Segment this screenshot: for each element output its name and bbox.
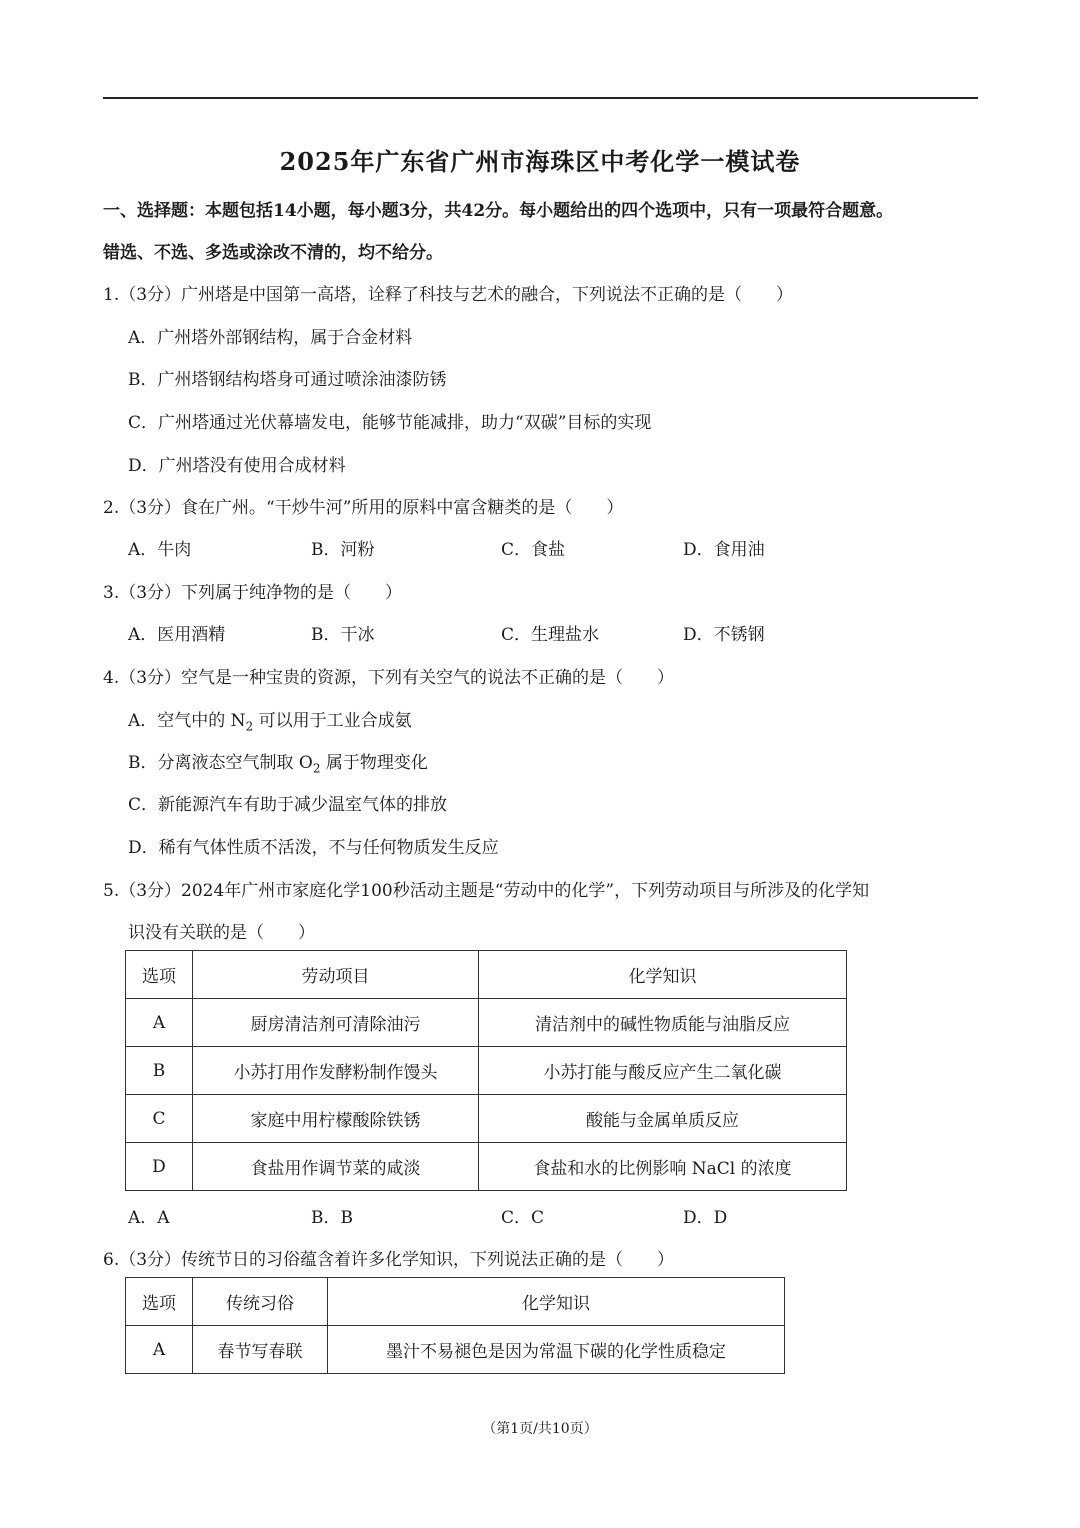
table-header-cell: 劳动项目 [193, 951, 479, 999]
table-cell: 食盐和水的比例影响 NaCl 的浓度 [479, 1143, 847, 1191]
question-3-option-b: B．干冰 [311, 625, 375, 645]
table-header-cell: 化学知识 [479, 951, 847, 999]
table-header-cell: 传统习俗 [193, 1278, 328, 1326]
table-cell: 春节写春联 [193, 1326, 328, 1374]
table-header-row [126, 951, 847, 999]
header-rule [103, 97, 978, 99]
table-cell: 清洁剂中的碱性物质能与油脂反应 [479, 999, 847, 1047]
question-2-option-c: C．食盐 [501, 540, 566, 560]
table-cell: C [126, 1095, 193, 1143]
table-row [126, 999, 847, 1047]
table-cell: 家庭中用柠檬酸除铁锈 [193, 1095, 479, 1143]
question-6-table [125, 1277, 785, 1374]
question-5-option-a: A．A [128, 1208, 170, 1228]
question-5-table [125, 950, 847, 1191]
question-1-option-b: B．广州塔钢结构塔身可通过喷涂油漆防锈 [128, 370, 447, 390]
question-3-option-c: C．生理盐水 [501, 625, 600, 645]
table-row [126, 1143, 847, 1191]
question-3-option-a: A．医用酒精 [128, 625, 226, 645]
question-2-stem: 2.（3分）食在广州。“干炒牛河”所用的原料中富含糖类的是（ ） [103, 498, 624, 518]
question-5-option-b: B．B [311, 1208, 353, 1228]
question-4-option-b: B．分离液态空气制取 $O_2$ 属于物理变化 [128, 753, 428, 776]
question-6-stem: 6.（3分）传统节日的习俗蕴含着许多化学知识，下列说法正确的是（ ） [103, 1250, 675, 1270]
question-5-stem-line1: 5.（3分）2024年广州市家庭化学100秒活动主题是“劳动中的化学”，下列劳动项目与所涉及的化学知 [103, 881, 870, 901]
question-2-option-b: B．河粉 [311, 540, 375, 560]
question-1-option-c: C．广州塔通过光伏幕墙发电，能够节能减排，助力“双碳”目标的实现 [128, 413, 652, 433]
table-header-cell: 化学知识 [328, 1278, 785, 1326]
table-row [126, 1095, 847, 1143]
question-2-option-d: D．食用油 [683, 540, 765, 560]
table-cell: 厨房清洁剂可清除油污 [193, 999, 479, 1047]
table-row [126, 1047, 847, 1095]
table-header-cell: 选项 [126, 951, 193, 999]
page-title: 2025年广东省广州市海珠区中考化学一模试卷 [279, 147, 801, 176]
question-5-option-d: D．D [683, 1208, 728, 1228]
question-1-stem: 1.（3分）广州塔是中国第一高塔，诠释了科技与艺术的融合，下列说法不正确的是（ ） [103, 285, 794, 305]
table-cell: 小苏打能与酸反应产生二氧化碳 [479, 1047, 847, 1095]
table-header-cell: 选项 [126, 1278, 193, 1326]
question-3-option-d: D．不锈钢 [683, 625, 765, 645]
table-cell: A [126, 999, 193, 1047]
table-cell: A [126, 1326, 193, 1374]
question-5-option-c: C．C [501, 1208, 545, 1228]
question-4-option-a: A．空气中的 $N_2$ 可以用于工业合成氨 [128, 711, 412, 734]
table-cell: D [126, 1143, 193, 1191]
question-4-stem: 4.（3分）空气是一种宝贵的资源，下列有关空气的说法不正确的是（ ） [103, 668, 675, 688]
section-instruction-line1: 一、选择题：本题包括14小题，每小题3分，共42分。每小题给出的四个选项中，只有一项最符合题意。 [103, 201, 894, 221]
table-cell: 墨汁不易褪色是因为常温下碳的化学性质稳定 [328, 1326, 785, 1374]
question-4-option-c: C．新能源汽车有助于减少温室气体的排放 [128, 795, 448, 815]
table-row [126, 1326, 785, 1374]
section-instruction-line2: 错选、不选、多选或涂改不清的，均不给分。 [103, 243, 443, 263]
table-cell: 小苏打用作发酵粉制作馒头 [193, 1047, 479, 1095]
table-cell: 酸能与金属单质反应 [479, 1095, 847, 1143]
table-cell: B [126, 1047, 193, 1095]
question-2-option-a: A．牛肉 [128, 540, 192, 560]
question-4-option-d: D．稀有气体性质不活泼，不与任何物质发生反应 [128, 838, 499, 858]
question-1-option-a: A．广州塔外部钢结构，属于合金材料 [128, 328, 413, 348]
table-header-row [126, 1278, 785, 1326]
table-cell: 食盐用作调节菜的咸淡 [193, 1143, 479, 1191]
question-3-stem: 3.（3分）下列属于纯净物的是（ ） [103, 583, 403, 603]
page-footer: （第1页/共10页） [482, 1421, 598, 1437]
question-1-option-d: D．广州塔没有使用合成材料 [128, 456, 346, 476]
question-5-stem-line2: 识没有关联的是（ ） [128, 923, 315, 943]
